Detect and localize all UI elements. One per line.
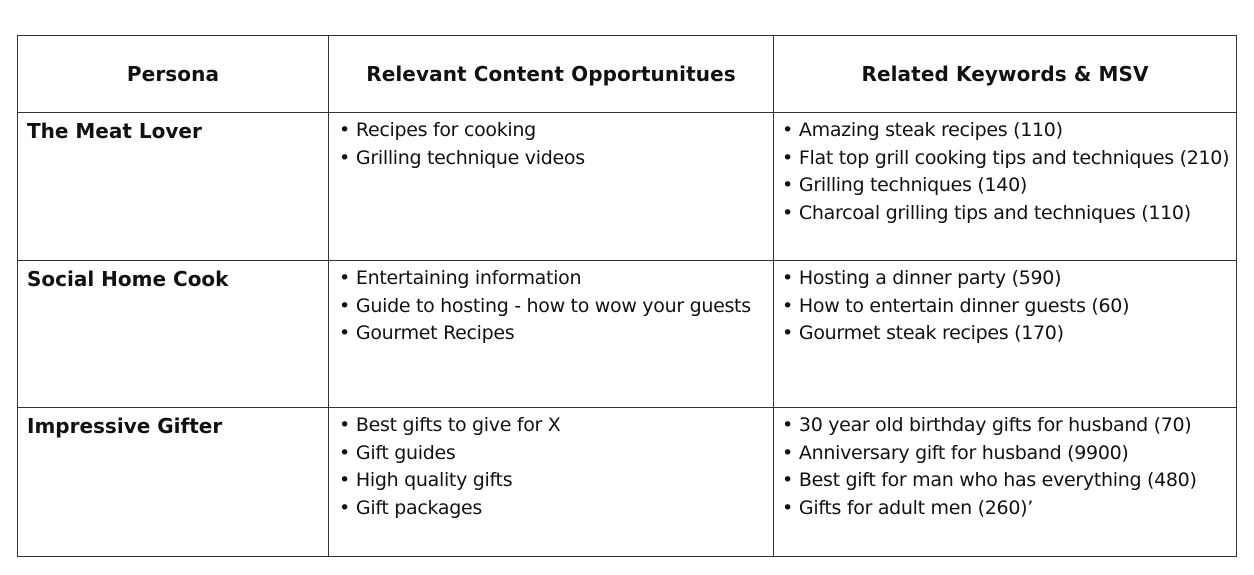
- keywords-cell: [774, 261, 1237, 408]
- list-item: • Anniversary gift for husband (9900): [782, 440, 1236, 468]
- list-item: • Entertaining information: [339, 265, 773, 293]
- list-item: • Guide to hosting - how to wow your guests: [339, 293, 773, 321]
- list-item: • Grilling techniques (140): [782, 172, 1236, 200]
- keywords-list: [774, 261, 1236, 348]
- list-item: • Gift guides: [339, 440, 773, 468]
- table-row: [18, 261, 1237, 408]
- content-cell: [329, 408, 774, 557]
- list-item: • Gourmet steak recipes (170): [782, 320, 1236, 348]
- header-persona: Persona: [18, 36, 329, 113]
- keywords-cell: [774, 113, 1237, 261]
- content-list: [329, 113, 773, 172]
- persona-name: Social Home Cook: [18, 261, 329, 408]
- keywords-list: [774, 113, 1236, 227]
- keywords-list: [774, 408, 1236, 522]
- content-list: [329, 408, 773, 522]
- content-cell: [329, 113, 774, 261]
- list-item: • Flat top grill cooking tips and techniques (210): [782, 145, 1236, 173]
- persona-name: The Meat Lover: [18, 113, 329, 261]
- header-row: [18, 36, 1237, 113]
- list-item: • Recipes for cooking: [339, 117, 773, 145]
- list-item: • Best gifts to give for X: [339, 412, 773, 440]
- list-item: • Amazing steak recipes (110): [782, 117, 1236, 145]
- list-item: • Gift packages: [339, 495, 773, 523]
- list-item: • Gourmet Recipes: [339, 320, 773, 348]
- list-item: • 30 year old birthday gifts for husband (70): [782, 412, 1236, 440]
- list-item: • How to entertain dinner guests (60): [782, 293, 1236, 321]
- keywords-cell: [774, 408, 1237, 557]
- content-list: [329, 261, 773, 348]
- header-content-opportunities: Relevant Content Opportunitues: [329, 36, 774, 113]
- list-item: • High quality gifts: [339, 467, 773, 495]
- table-row: [18, 113, 1237, 261]
- header-keywords-msv: Related Keywords & MSV: [774, 36, 1237, 113]
- list-item: • Gifts for adult men (260)’: [782, 495, 1236, 523]
- list-item: • Charcoal grilling tips and techniques (110): [782, 200, 1236, 228]
- list-item: • Best gift for man who has everything (480): [782, 467, 1236, 495]
- list-item: • Grilling technique videos: [339, 145, 773, 173]
- list-item: • Hosting a dinner party (590): [782, 265, 1236, 293]
- table-row: [18, 408, 1237, 557]
- persona-content-table: [17, 35, 1237, 557]
- content-cell: [329, 261, 774, 408]
- persona-name: Impressive Gifter: [18, 408, 329, 557]
